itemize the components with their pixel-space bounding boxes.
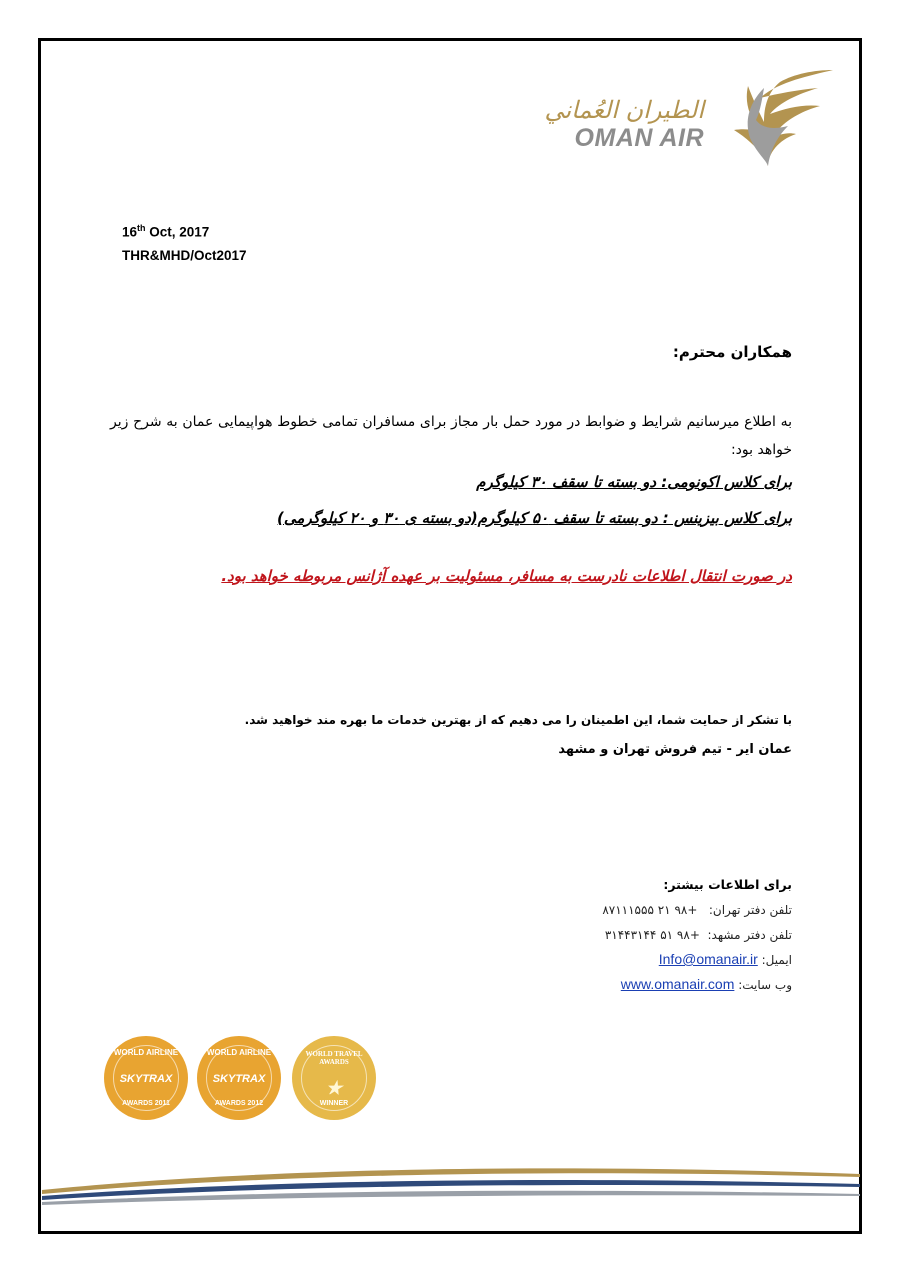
world-travel-awards-badge: WORLD TRAVEL AWARDS ★ WINNER (292, 1036, 376, 1120)
skytrax-award-2012-badge: WORLD AIRLINE SKYTRAX AWARDS 2012 (197, 1036, 281, 1120)
oman-air-logo (544, 98, 704, 151)
greeting: همکاران محترم: (672, 343, 792, 361)
website-line (621, 976, 792, 992)
skytrax-award-2011-badge: WORLD AIRLINE SKYTRAX AWARDS 2011 (104, 1036, 188, 1120)
email-link[interactable]: Info@omanair.ir (658, 951, 758, 967)
business-baggage-rule: برای کلاس بیزینس : دو بسته تا سقف ۵۰ کیلوگرم(دو بسته ی ۳۰ و ۲۰ کیلوگرمی) (277, 509, 792, 527)
logo-english-text: OMAN AIR (574, 124, 704, 152)
trophy-icon: ★ (325, 1078, 343, 1098)
website-link[interactable]: www.omanair.com (620, 976, 735, 992)
email-line (659, 951, 792, 967)
email-label: ایمیل: (761, 953, 792, 967)
mashhad-phone (605, 928, 792, 942)
mashhad-phone-label: تلفن دفتر مشهد: (707, 928, 792, 942)
tehran-phone-label: تلفن دفتر تهران: (708, 903, 792, 917)
mashhad-phone-value: +۹۸ ۵۱ ۳۱۴۴۳۱۴۴ (604, 928, 700, 942)
decorative-swoosh (42, 1150, 860, 1210)
agency-responsibility-warning: در صورت انتقال اطلاعات نادرست به مسافر، مسئولیت بر عهده آژانس مربوطه خواهد بود. (221, 567, 792, 585)
tehran-phone (602, 903, 792, 917)
letter-reference: THR&MHD/Oct2017 (122, 248, 247, 263)
intro-paragraph: به اطلاع میرسانیم شرایط و ضوابط در مورد حمل بار مجاز برای مسافران تمامی خطوط هواپیمایی عمان به شرح زیر خواهد بود: (110, 414, 792, 458)
signature: عمان ایر - تیم فروش تهران و مشهد (558, 742, 792, 757)
letter-date: 16th Oct, 2017 (122, 223, 210, 240)
thanks-note: با تشکر از حمایت شما، این اطمینان را می دهیم که از بهترین خدمات ما بهره مند خواهید شد. (244, 713, 792, 727)
logo-arabic-text: الطيران العُماني (544, 96, 704, 124)
contact-heading: برای اطلاعات بیشتر: (663, 877, 792, 892)
economy-baggage-rule: برای کلاس اکونومی: دو بسته تا سقف ۳۰ کیلوگرم (476, 473, 792, 491)
website-label: وب سایت: (738, 978, 792, 992)
tehran-phone-value: +۹۸ ۲۱ ۸۷۱۱۱۵۵۵ (602, 903, 698, 917)
oman-air-emblem-icon (728, 68, 836, 168)
